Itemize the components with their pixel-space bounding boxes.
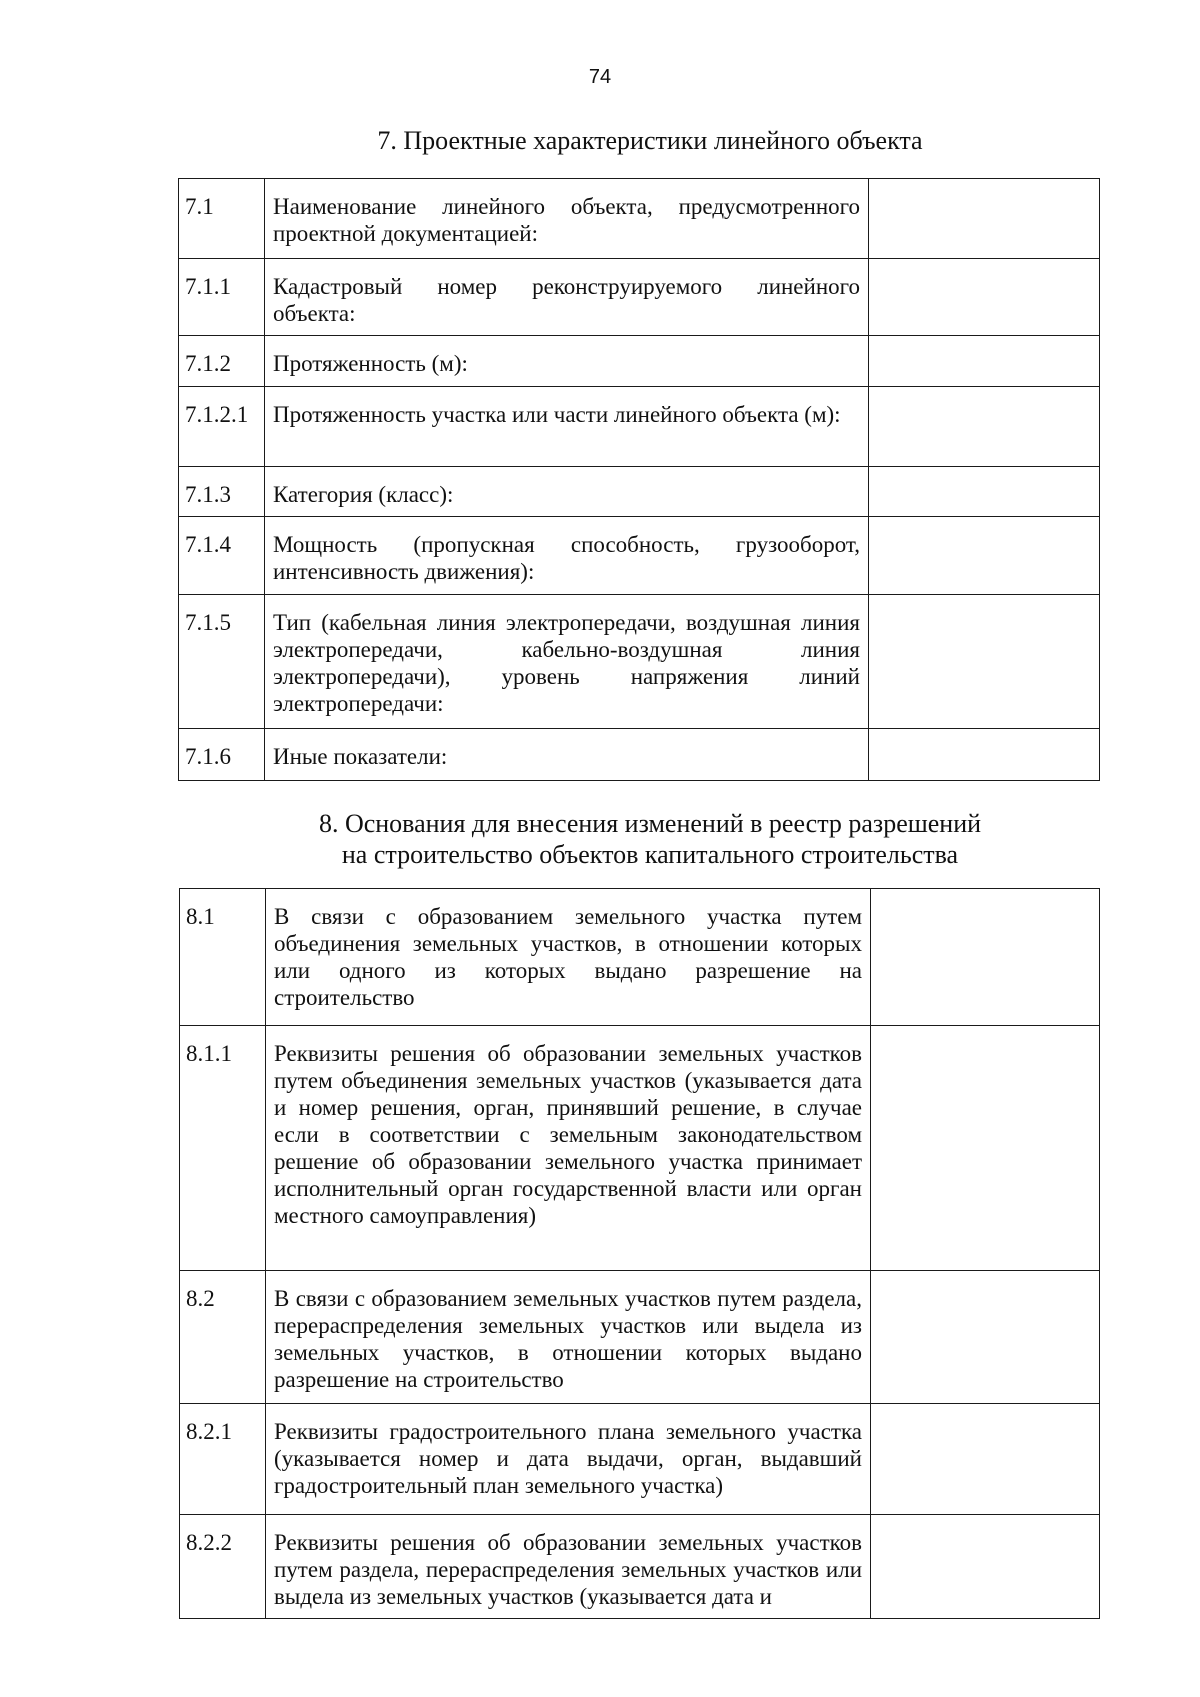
row-value-cell[interactable]: [869, 387, 1100, 467]
section-8-title-line-2: на строительство объектов капитального строительства: [341, 840, 959, 869]
table-row: [179, 387, 1100, 467]
table-row: [179, 517, 1100, 595]
row-value-cell[interactable]: [869, 467, 1100, 517]
section-8-title: [0, 808, 1200, 870]
row-number: 7.1.5: [179, 595, 265, 729]
page-number: 74: [588, 66, 612, 88]
row-label: Реквизиты градостроительного плана земельного участка (указывается номер и дата выдачи, орган, выдавший градостроительный план земельного участка): [266, 1404, 871, 1515]
table-row: [179, 729, 1100, 781]
row-label: Реквизиты решения об образовании земельных участков путем объединения земельных участков (указывается дата и номер решения, орган, принявший решение, в случае если в соответствии с земельным законодательством решение об образовании земельного участка принимает исполнительный орган государственной власти или орган местного самоуправления): [266, 1026, 871, 1271]
row-label: Иные показатели:: [265, 729, 869, 781]
row-label: Тип (кабельная линия электропередачи, воздушная линия электропередачи, кабельно-воздушная линия электропередачи), уровень напряжения линий электропередачи:: [265, 595, 869, 729]
row-label: В связи с образованием земельного участка путем объединения земельных участков, в отношении которых или одного из которых выдано разрешение на строительство: [266, 889, 871, 1026]
row-value-cell[interactable]: [871, 1404, 1100, 1515]
row-label: Кадастровый номер реконструируемого линейного объекта:: [265, 259, 869, 336]
row-number: 8.1.1: [180, 1026, 266, 1271]
table-row: [179, 179, 1100, 259]
row-label: Протяженность (м):: [265, 336, 869, 387]
section-8-table: [179, 888, 1100, 1619]
table-row: [180, 1515, 1100, 1619]
table-row: [179, 259, 1100, 336]
row-value-cell[interactable]: [869, 259, 1100, 336]
row-value-cell[interactable]: [869, 595, 1100, 729]
row-label: Категория (класс):: [265, 467, 869, 517]
section-7-table: [178, 178, 1100, 781]
table-row: [180, 889, 1100, 1026]
row-label: В связи с образованием земельных участков путем раздела, перераспределения земельных участков или выдела из земельных участков, в отношении которых выдано разрешение на строительство: [266, 1271, 871, 1404]
row-number: 8.2.1: [180, 1404, 266, 1515]
row-label: Протяженность участка или части линейного объекта (м):: [265, 387, 869, 467]
row-number: 7.1.4: [179, 517, 265, 595]
row-number: 8.2.2: [180, 1515, 266, 1619]
row-value-cell[interactable]: [869, 179, 1100, 259]
row-label: Мощность (пропускная способность, грузооборот, интенсивность движения):: [265, 517, 869, 595]
row-value-cell[interactable]: [869, 336, 1100, 387]
row-value-cell[interactable]: [871, 1515, 1100, 1619]
table-row: [180, 1271, 1100, 1404]
row-number: 7.1.2.1: [179, 387, 265, 467]
table-row: [180, 1404, 1100, 1515]
section-7-title: 7. Проектные характеристики линейного объекта: [377, 126, 923, 155]
row-number: 8.2: [180, 1271, 266, 1404]
row-value-cell[interactable]: [869, 517, 1100, 595]
row-number: 8.1: [180, 889, 266, 1026]
row-number: 7.1.6: [179, 729, 265, 781]
row-value-cell[interactable]: [871, 889, 1100, 1026]
row-value-cell[interactable]: [871, 1271, 1100, 1404]
table-row: [179, 336, 1100, 387]
row-number: 7.1.3: [179, 467, 265, 517]
section-8-title-line-1: 8. Основания для внесения изменений в реестр разрешений: [318, 809, 982, 838]
table-row: [179, 595, 1100, 729]
row-value-cell[interactable]: [869, 729, 1100, 781]
row-label: Реквизиты решения об образовании земельных участков путем раздела, перераспределения земельных участков или выдела из земельных участков (указывается дата и: [266, 1515, 871, 1619]
row-number: 7.1.1: [179, 259, 265, 336]
row-number: 7.1: [179, 179, 265, 259]
row-label: Наименование линейного объекта, предусмотренного проектной документацией:: [265, 179, 869, 259]
table-row: [179, 467, 1100, 517]
row-number: 7.1.2: [179, 336, 265, 387]
table-row: [180, 1026, 1100, 1271]
row-value-cell[interactable]: [871, 1026, 1100, 1271]
